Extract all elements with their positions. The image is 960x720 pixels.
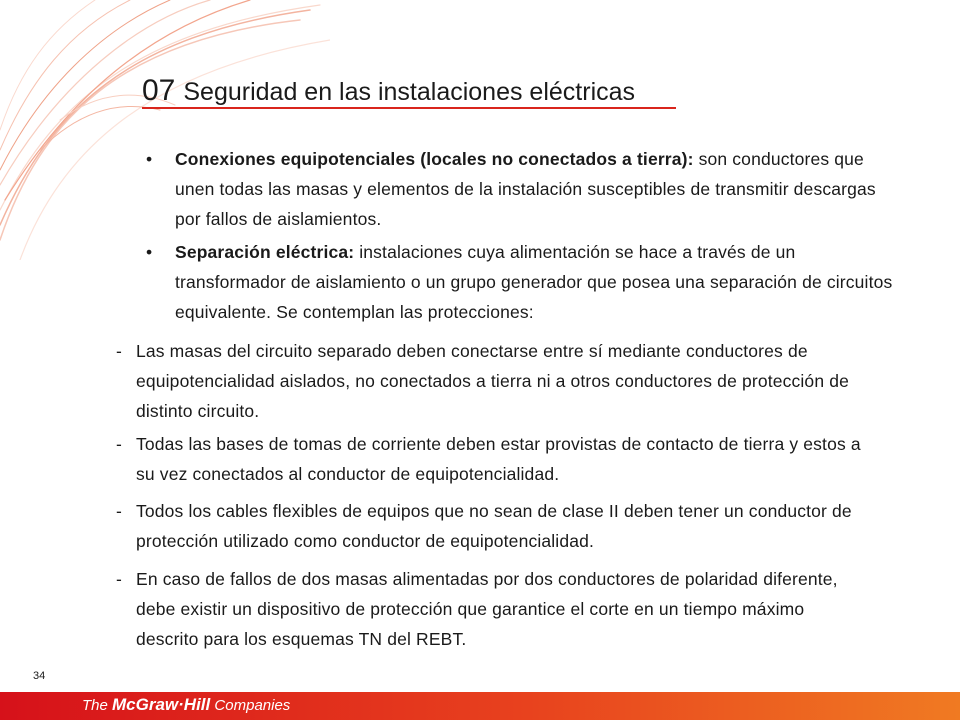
dash-marker: - [116,341,122,361]
bullet-text: instalaciones cuya alimentación se hace a través de un transformador de aislamiento o un grupo generador que posea una separación de circuitos equivalente. Se contemplan las protecciones: [175,242,893,322]
bullet-item-separacion [175,237,895,327]
dash-marker: - [116,569,122,589]
chapter-number: 07 [142,74,176,107]
bullet-text: son conductores que unen todas las masas y elementos de la instalación susceptibles de transmitir descargas por fallos de aislamientos. [175,149,876,229]
bullet-item-conexiones [175,144,895,234]
title-underline [142,107,676,109]
page-title [142,74,635,108]
dash-marker: - [116,501,122,521]
chapter-title: Seguridad en las instalaciones eléctricas [183,78,636,106]
bullet-heading: Separación eléctrica: [175,242,355,262]
dash-item: Todas las bases de tomas de corriente deben estar provistas de contacto de tierra y estos a su vez conectados al conductor de equipotencialidad. [136,434,861,484]
page-number: 34 [33,670,46,682]
dash-item: En caso de fallos de dos masas alimentadas por dos conductores de polaridad diferente, debe existir un dispositivo de protección que garantice el corte en un tiempo máximo descrito para los esquemas TN del REBT. [136,569,838,649]
bullet-heading: Conexiones equipotenciales (locales no conectados a tierra): [175,149,694,169]
publisher-logo [82,695,290,715]
dash-item: Las masas del circuito separado deben conectarse entre sí mediante conductores de equipotencialidad aislados, no conectados a tierra ni a otros conductores de protección de distinto circuito. [136,341,849,421]
brand-prefix: The [82,697,113,714]
dash-marker: - [116,434,122,454]
dash-item: Todos los cables flexibles de equipos que no sean de clase II deben tener un conductor de protección utilizado como conductor de equipotencialidad. [136,501,852,551]
brand-suffix: Companies [210,697,291,714]
bullet-marker: • [146,149,153,169]
brand-name: McGraw·Hill [112,695,211,714]
footer-bar [0,692,960,720]
bullet-marker: • [146,242,153,262]
